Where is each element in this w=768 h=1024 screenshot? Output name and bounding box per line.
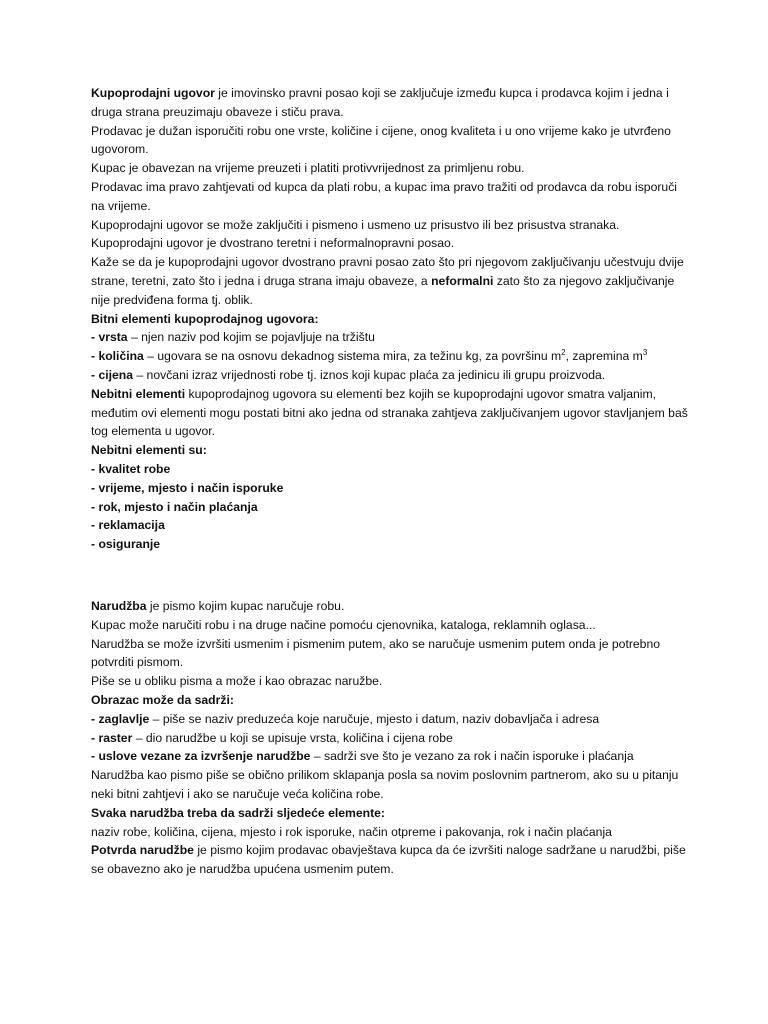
bold-term: - vrsta [91, 330, 128, 345]
text: kupoprodajnog ugovora su elementi bez kojih se kupoprodajni ugovor smatra valjanim, međutim ovi elementi mogu postati bitni ako jedna od stranaka zahtjeva zaključivanjem ugovor stavljanjem baš tog elementa u ugovor. [91, 386, 688, 439]
bold-term: - raster [91, 730, 133, 745]
heading-obrazac: Obrazac može da sadrži: [91, 692, 234, 707]
text: je imovinsko pravni posao koji se zaključuje između kupca i prodavca kojim i jedna i druga strana preuzimaju obaveze i stiču prava. [91, 86, 669, 119]
paragraph [91, 253, 691, 309]
text: je pismo kojim kupac naručuje robu. [146, 599, 345, 613]
superscript: 3 [642, 348, 648, 358]
list-item [91, 347, 691, 366]
paragraph [91, 597, 691, 616]
bold-term: neformalni [431, 273, 494, 288]
list-item: - kvalitet robe [91, 461, 171, 476]
paragraph [91, 841, 691, 879]
section-narudzba [91, 597, 691, 879]
section-kupoprodajni-ugovor [91, 84, 691, 554]
bold-term: Nebitni elementi [91, 386, 186, 401]
list-item [91, 366, 691, 385]
paragraph: naziv robe, količina, cijena, mjesto i rok isporuke, način otpreme i pakovanja, rok i način plaćanja [91, 824, 612, 839]
text: – piše se naziv preduzeća koje naručuje, mjesto i datum, naziv dobavljača i adresa [149, 711, 600, 726]
list-item: - rok, mjesto i način plaćanja [91, 499, 258, 514]
superscript: 2 [561, 348, 566, 358]
text: – njen naziv pod kojim se pojavljuje na tržištu [127, 330, 375, 345]
paragraph: Kupac je obavezan na vrijeme preuzeti i platiti protivvrijednost za primljenu robu. [91, 161, 525, 176]
bold-term: - količina [91, 349, 144, 364]
paragraph: Kupoprodajni ugovor je dvostrano teretni i neformalnopravni posao. [91, 236, 455, 251]
heading-elementi: Svaka narudžba treba da sadrži sljedeće elemente: [91, 805, 385, 820]
text: Kaže se da je kupoprodajni ugovor dvostrano pravni posao zato što pri njegovom zaključivanju učestvuju dvije strane, teretni, zato što i jedna i druga strana imaju obaveze, a [91, 255, 684, 288]
bold-term: - uslove vezane za izvršenje narudžbe [91, 749, 311, 764]
text: zato što za njegovo zaključivanje nije predviđena forma tj. oblik. [91, 273, 675, 307]
paragraph: Narudžba se može izvršiti usmenim i pismenim putem, ako se naručuje usmenim putem onda je potrebno potvrditi pismom. [91, 636, 661, 670]
bold-term: Narudžba [91, 599, 147, 613]
paragraph: Narudžba kao pismo piše se obično prilikom sklapanja posla sa novim poslovnim partnerom, ako su u pitanju neki bitni zahtjevi i ako se naručuje veća količina robe. [91, 768, 679, 801]
paragraph: Kupac može naručiti robu i na druge načine pomoću cjenovnika, kataloga, reklamnih oglasa... [91, 617, 596, 632]
list-item [91, 710, 691, 729]
text: – sadrži sve što je vezano za rok i način isporuke i plaćanja [310, 749, 634, 764]
heading-bitni-elementi: Bitni elementi kupoprodajnog ugovora: [91, 311, 319, 326]
list-item: - reklamacija [91, 518, 165, 533]
text: – ugovara se na osnovu dekadnog sistema mira, za težinu kg, za površinu m [143, 349, 562, 364]
bold-term: Potvrda narudžbe [91, 843, 194, 858]
text: , zapremina m [565, 349, 643, 364]
paragraph: Prodavac ima pravo zahtjevati od kupca da plati robu, a kupac ima pravo tražiti od prodavca da robu isporuči na vrijeme. [91, 179, 677, 213]
text: – novčani izraz vrijednosti robe tj. iznos koji kupac plaća za jedinicu ili grupu proizvoda. [133, 367, 606, 382]
list-item [91, 328, 691, 347]
paragraph: Prodavac je dužan isporučiti robu one vrste, količine i cijene, onog kvaliteta i u ono vrijeme kako je utvrđeno ugovorom. [91, 123, 671, 157]
paragraph: Piše se u obliku pisma a može i kao obrazac naružbe. [91, 674, 383, 689]
list-item: - osiguranje [91, 537, 161, 552]
bold-term: - zaglavlje [91, 711, 150, 726]
list-item [91, 729, 691, 748]
heading-nebitni-elementi: Nebitni elementi su: [91, 443, 207, 458]
text: je pismo kojim prodavac obavještava kupca da će izvršiti naloge sadržane u narudžbi, piše se obavezno ako je narudžba upućena usmenim putem. [91, 843, 686, 877]
paragraph [91, 385, 691, 441]
list-item [91, 747, 691, 766]
paragraph [91, 84, 691, 122]
bold-term: - cijena [91, 367, 133, 382]
text: – dio narudžbe u koji se upisuje vrsta, količina i cijena robe [132, 730, 453, 745]
bold-term: Kupoprodajni ugovor [91, 86, 215, 100]
paragraph: Kupoprodajni ugovor se može zaključiti i pismeno i usmeno uz prisustvo ili bez prisustva stranaka. [91, 217, 620, 232]
list-item: - vrijeme, mjesto i način isporuke [91, 480, 284, 495]
